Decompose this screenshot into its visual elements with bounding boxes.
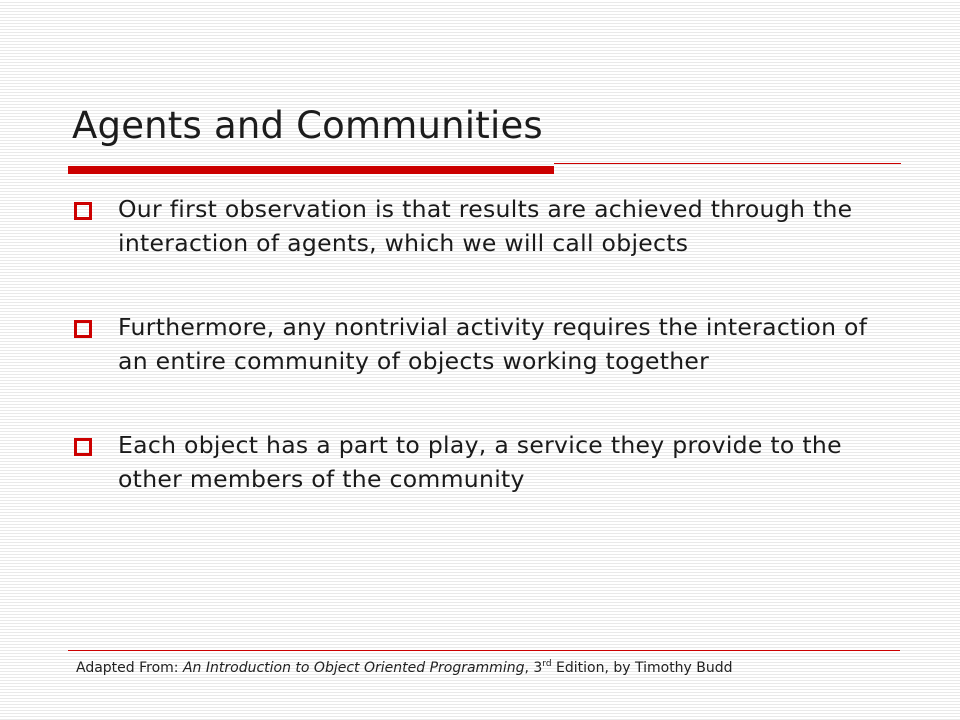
footer-edition: , 3 [524, 660, 543, 676]
bullet-item [72, 428, 892, 496]
footer-book-title: An Introduction to Object Oriented Programming [182, 660, 525, 676]
hollow-square-bullet-icon [74, 202, 92, 220]
bullet-item [72, 310, 892, 378]
title-underline-thin [554, 163, 901, 164]
footer-suffix: Edition, by Timothy Budd [551, 660, 733, 676]
footer-divider [68, 650, 900, 651]
hollow-square-bullet-icon [74, 438, 92, 456]
footer-citation [76, 660, 733, 676]
bullet-item [72, 192, 892, 260]
slide-title: Agents and Communities [72, 104, 543, 147]
bullet-text: Our first observation is that results are achieved through the interaction of agents, which we will call objects [118, 195, 853, 257]
bullet-text: Furthermore, any nontrivial activity requires the interaction of an entire community of objects working together [118, 313, 868, 375]
bullet-text: Each object has a part to play, a service they provide to the other members of the community [118, 431, 842, 493]
footer-edition-superscript: rd [542, 659, 552, 669]
footer-prefix: Adapted From: [76, 660, 183, 676]
hollow-square-bullet-icon [74, 320, 92, 338]
bullet-list [72, 192, 892, 496]
title-underline-thick [68, 166, 554, 174]
